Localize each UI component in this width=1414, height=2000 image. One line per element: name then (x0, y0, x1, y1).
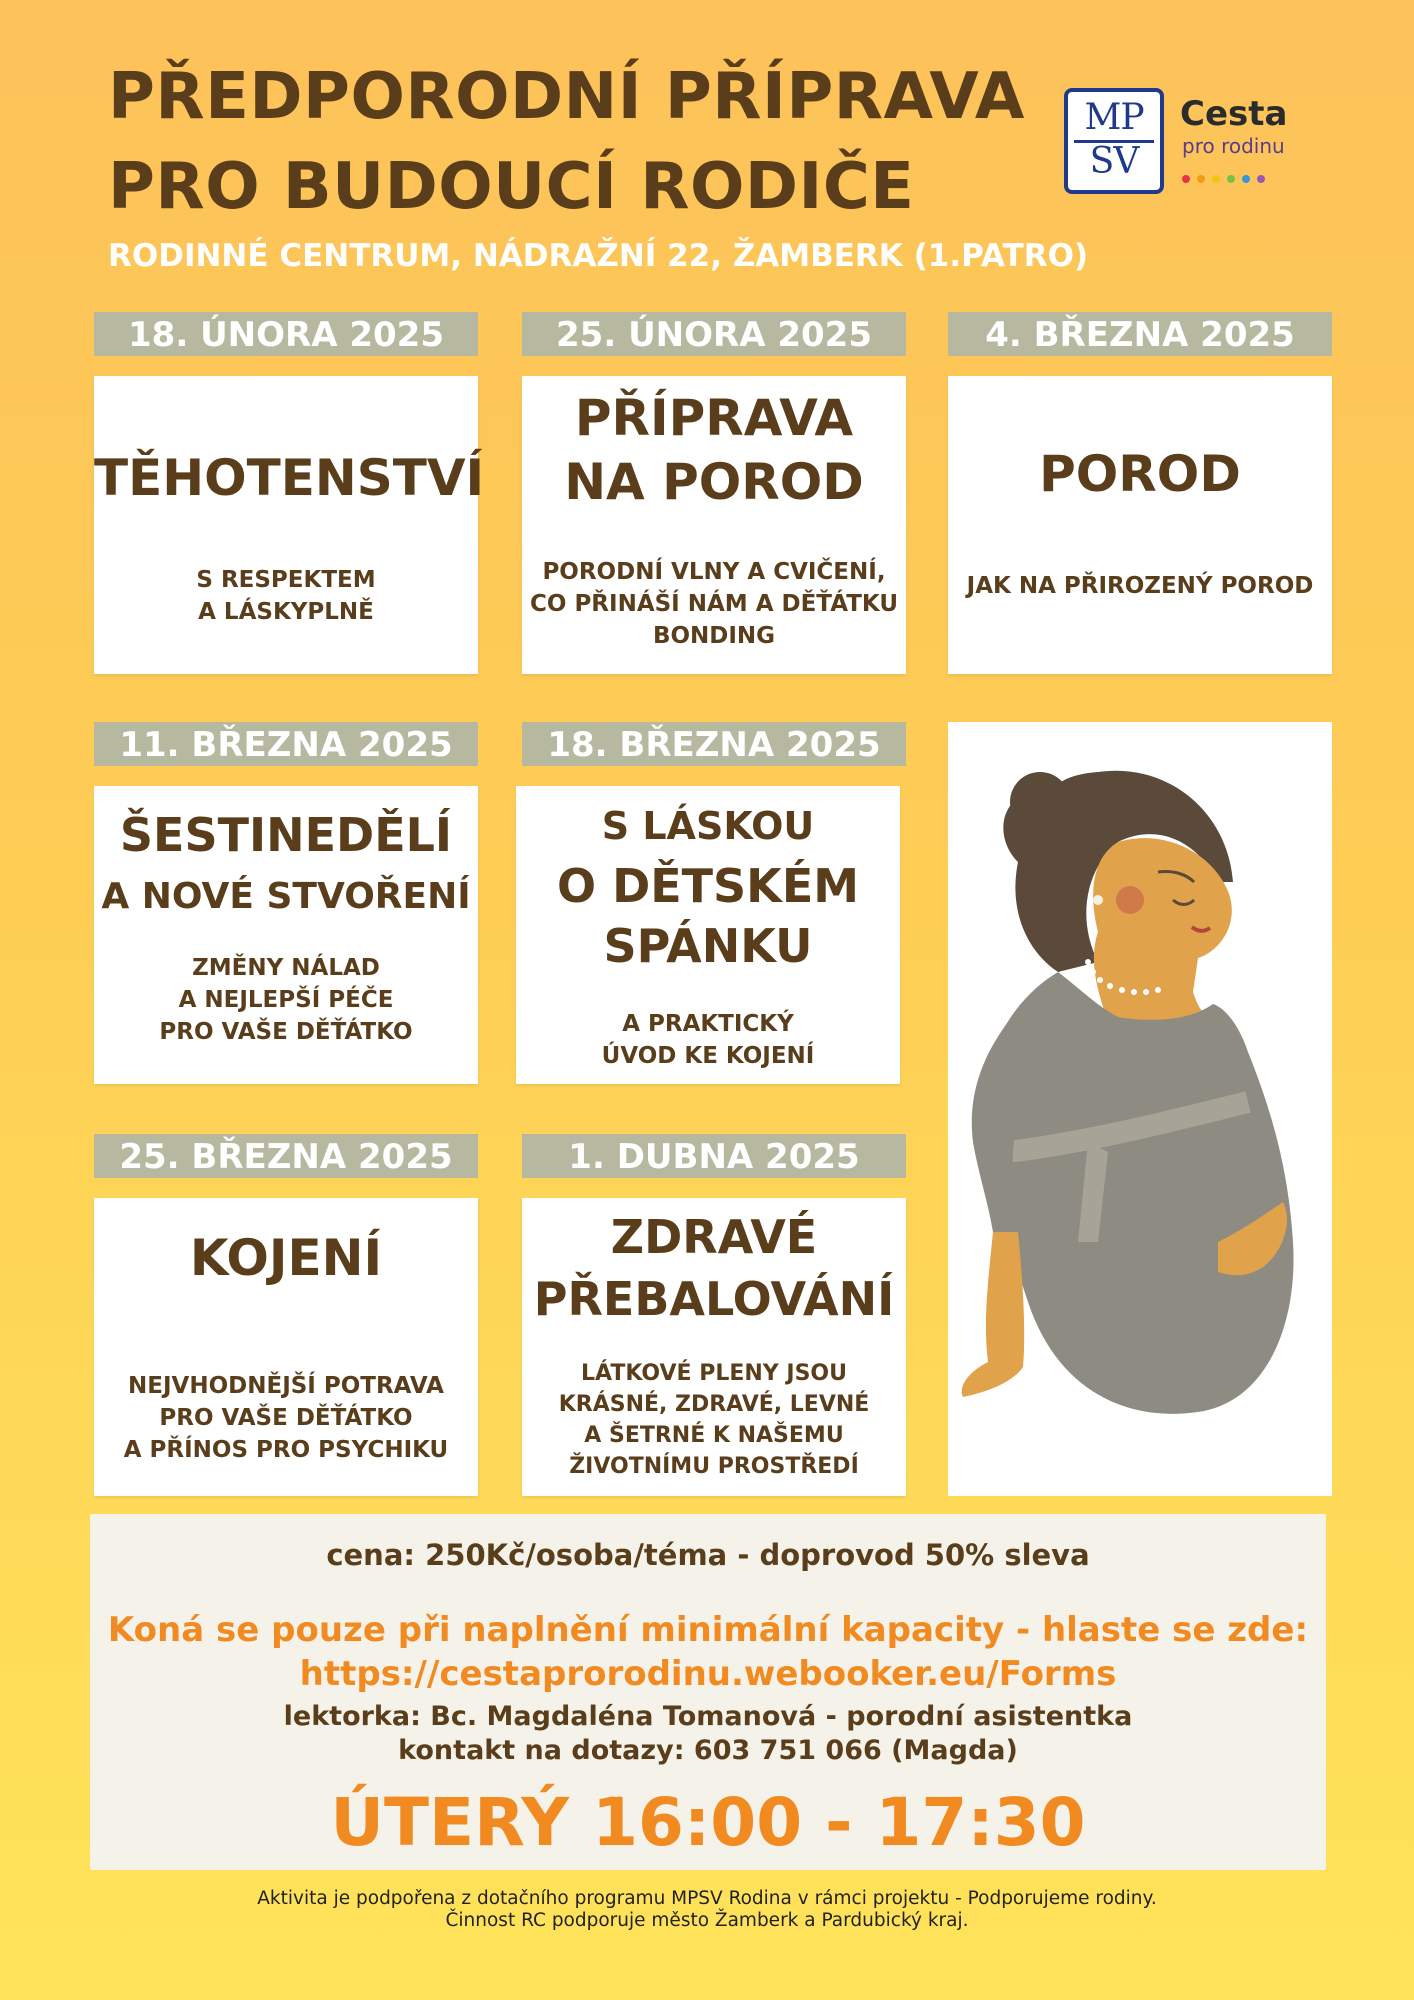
logo-dot (1227, 175, 1235, 183)
session-2-desc-line: CO PŘINÁŠÍ NÁM A DĚŤÁTKU (530, 591, 898, 617)
cesta-logo-tagline: pro rodinu (1182, 134, 1285, 158)
location-subtitle: RODINNÉ CENTRUM, NÁDRAŽNÍ 22, ŽAMBERK (1.PATRO) (108, 238, 1089, 274)
mpsv-logo-top: MP (1084, 97, 1144, 138)
session-5-card (516, 786, 900, 1084)
session-7-desc-line: A ŠETRNÉ K NAŠEMU (584, 1423, 844, 1448)
title-line-2: PRO BUDOUCÍ RODIČE (108, 150, 915, 224)
session-5-title-line: O DĚTSKÉM (556, 859, 860, 913)
session-2-title-line: NA POROD (564, 453, 864, 511)
logo-dot (1242, 175, 1250, 183)
session-1-title-line: TĚHOTENSTVÍ (94, 449, 485, 507)
session-4-desc-line: ZMĚNY NÁLAD (192, 955, 380, 981)
session-1-date: 18. ÚNORA 2025 (94, 312, 478, 356)
info-panel (90, 1514, 1326, 1870)
session-2-title-line: PŘÍPRAVA (574, 389, 854, 447)
session-2-desc (522, 556, 906, 652)
session-6-desc-line: NEJVHODNĚJŠÍ POTRAVA (128, 1373, 444, 1399)
lecturer-contact (90, 1700, 1326, 1768)
session-4-title-line: ŠESTINEDĚLÍ (119, 808, 453, 862)
session-5-desc-line: ÚVOD KE KOJENÍ (601, 1043, 815, 1069)
contact-text: kontakt na dotazy: 603 751 066 (Magda) (398, 1735, 1018, 1766)
session-1-title (94, 446, 485, 510)
session-7-card (522, 1198, 906, 1496)
session-5-title (516, 796, 900, 976)
mpsv-logo (1064, 88, 1164, 194)
session-3-title (948, 442, 1332, 506)
notice-text: Koná se pouze při naplnění minimální kapacity - hlaste se zde: (107, 1610, 1309, 1650)
session-3-date: 4. BŘEZNA 2025 (948, 312, 1332, 356)
session-6-desc (94, 1370, 478, 1466)
lecturer-text: lektorka: Bc. Magdaléna Tomanová - porodní asistentka (283, 1701, 1133, 1732)
session-6-title-line: KOJENÍ (189, 1229, 383, 1287)
registration-notice (90, 1608, 1326, 1696)
session-6-date: 25. BŘEZNA 2025 (94, 1134, 478, 1178)
session-3-desc-line: JAK NA PŘIROZENÝ POROD (966, 573, 1314, 599)
session-1-card (94, 376, 485, 674)
session-6-desc-line: PRO VAŠE DĚŤÁTKO (159, 1405, 413, 1431)
mpsv-logo-bottom: SV (1089, 141, 1139, 182)
session-4-title (94, 804, 478, 928)
session-5-date: 18. BŘEZNA 2025 (522, 722, 906, 766)
session-7-desc-line: LÁTKOVÉ PLENY JSOU (581, 1361, 847, 1386)
session-1-desc (94, 564, 478, 628)
session-7-title (522, 1206, 906, 1330)
logo-dot (1212, 175, 1220, 183)
logo-dot (1182, 175, 1190, 183)
logo-dot (1257, 175, 1265, 183)
session-time: ÚTERÝ 16:00 - 17:30 (330, 1784, 1086, 1861)
pregnant-woman-image (948, 722, 1332, 1496)
registration-link[interactable]: https://cestaprorodinu.webooker.eu/Forms (299, 1654, 1117, 1694)
session-3-desc (948, 570, 1332, 602)
session-5-title-line: S LÁSKOU (601, 804, 815, 848)
session-5-desc-line: A PRAKTICKÝ (622, 1011, 794, 1037)
session-4-date: 11. BŘEZNA 2025 (94, 722, 478, 766)
footer-note (0, 1888, 1414, 1932)
logo-dot (1197, 175, 1205, 183)
session-7-desc-line: ŽIVOTNÍMU PROSTŘEDÍ (569, 1454, 859, 1479)
session-4-desc-line: A NEJLEPŠÍ PÉČE (178, 987, 394, 1013)
footer-line-2: Činnost RC podporuje město Žamberk a Pardubický kraj. (445, 1910, 969, 1931)
session-4-desc-line: PRO VAŠE DĚŤÁTKO (159, 1019, 413, 1045)
session-2-card (522, 376, 906, 674)
session-7-date: 1. DUBNA 2025 (522, 1134, 906, 1178)
pregnant-woman-illustration (948, 722, 1332, 1496)
session-4-card (94, 786, 478, 1084)
session-2-desc-line: PORODNÍ VLNY A CVIČENÍ, (542, 559, 886, 585)
session-7-desc (522, 1358, 906, 1482)
page-title (108, 52, 1025, 232)
price-text: cena: 250Kč/osoba/téma - doprovod 50% sleva (326, 1538, 1090, 1572)
session-6-title (94, 1226, 478, 1290)
session-4-desc (94, 952, 478, 1048)
session-2-date: 25. ÚNORA 2025 (522, 312, 906, 356)
session-5-title-line: SPÁNKU (603, 919, 813, 973)
session-4-title-line: A NOVÉ STVOŘENÍ (101, 876, 471, 917)
session-6-desc-line: A PŘÍNOS PRO PSYCHIKU (123, 1437, 449, 1463)
session-3-title-line: POROD (1039, 445, 1241, 503)
session-7-title-line: PŘEBALOVÁNÍ (533, 1272, 895, 1326)
session-2-desc-line: BONDING (652, 623, 776, 649)
cesta-logo-dots (1182, 168, 1272, 187)
cesta-logo-name: Cesta (1180, 94, 1288, 134)
session-3-card (948, 376, 1332, 674)
session-1-desc-line: A LÁSKYPLNĚ (198, 599, 374, 625)
sponsor-logos (1064, 88, 1304, 198)
session-1-desc-line: S RESPEKTEM (196, 567, 376, 593)
session-6-card (94, 1198, 478, 1496)
session-7-desc-line: KRÁSNÉ, ZDRAVÉ, LEVNÉ (558, 1392, 870, 1417)
session-7-title-line: ZDRAVÉ (610, 1210, 818, 1264)
session-5-desc (516, 1008, 900, 1072)
title-line-1: PŘEDPORODNÍ PŘÍPRAVA (108, 60, 1025, 134)
footer-line-1: Aktivita je podpořena z dotačního programu MPSV Rodina v rámci projektu - Podporujeme rodiny. (257, 1888, 1157, 1909)
session-2-title (522, 386, 906, 514)
